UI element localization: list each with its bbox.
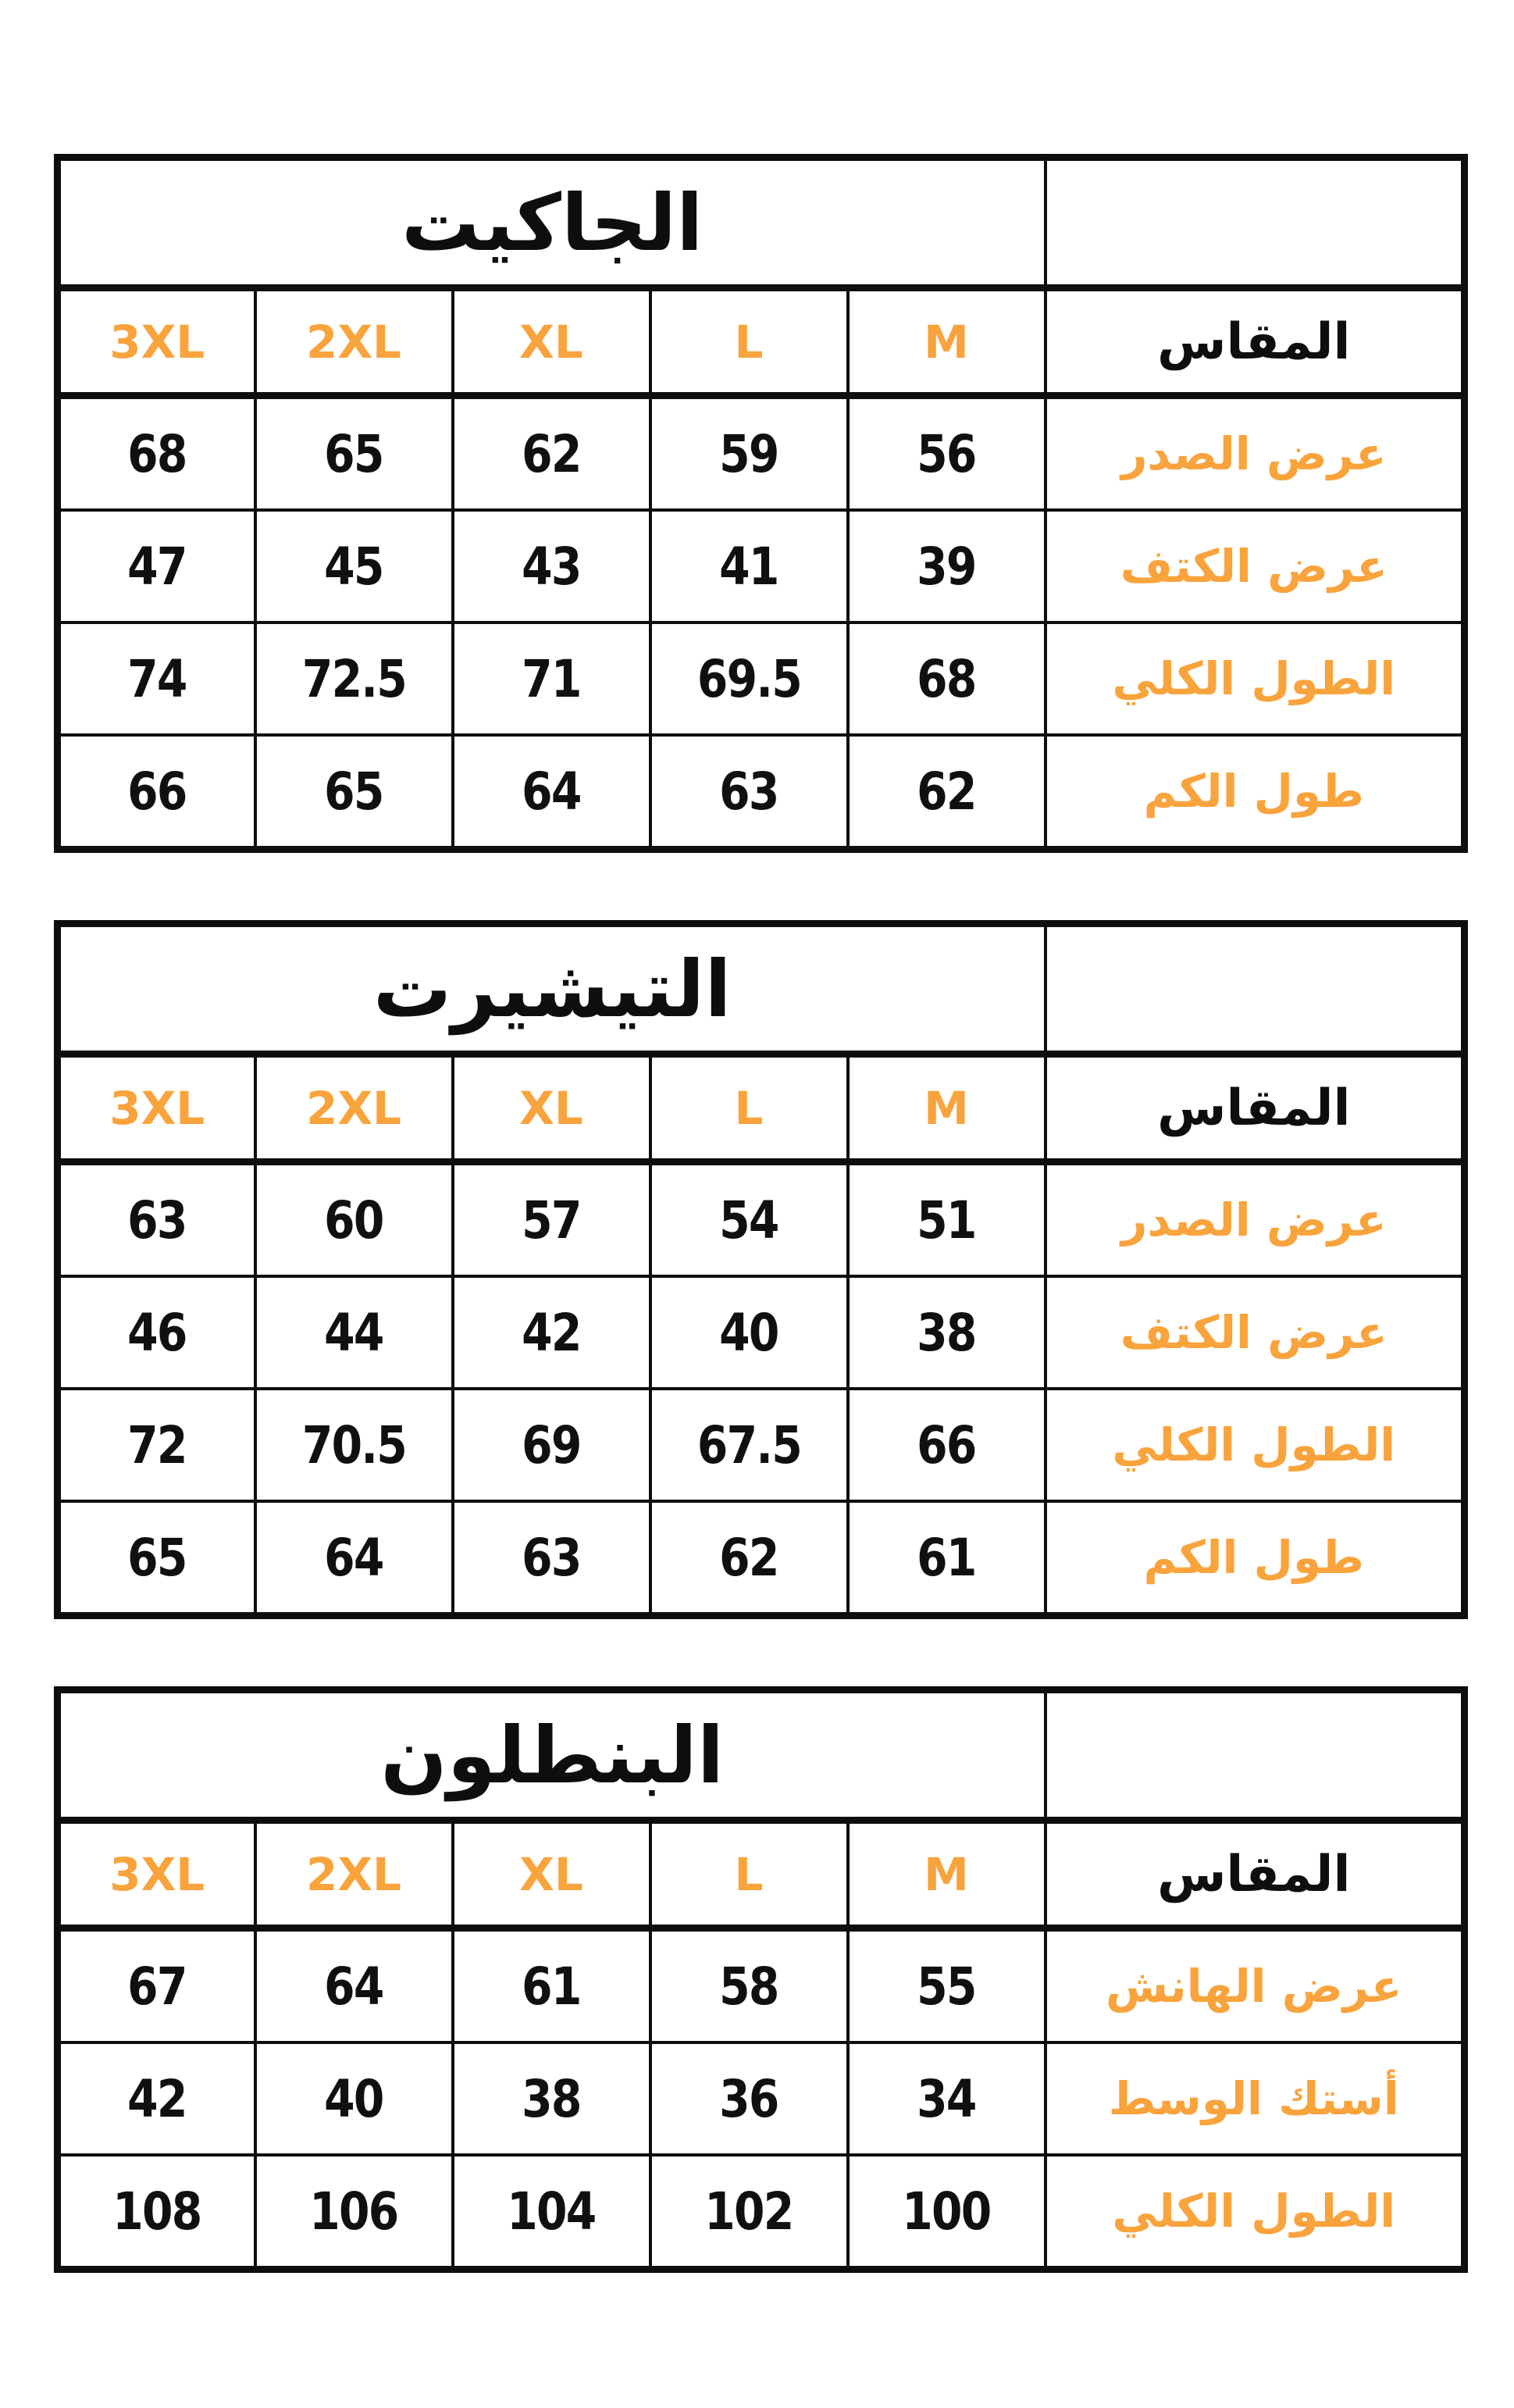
size-column-header-M: M (848, 1821, 1046, 1928)
value-text: 63 (522, 1527, 581, 1588)
value-text: 67 (127, 1956, 187, 2017)
value-text: 66 (917, 1414, 976, 1475)
value-cell (453, 396, 650, 511)
value-cell (650, 1162, 848, 1277)
value-cell (255, 1501, 453, 1616)
value-text: 62 (522, 423, 581, 484)
measurement-label: عرض الصدر (1046, 396, 1465, 511)
value-cell (58, 2042, 255, 2155)
value-text: 64 (324, 1527, 383, 1588)
size-column-header-XL: XL (453, 288, 650, 396)
title-empty-cell (1046, 924, 1465, 1054)
value-cell (453, 2155, 650, 2270)
measurement-label: أستك الوسط (1046, 2042, 1465, 2155)
size-table-0 (54, 154, 1468, 853)
value-text: 69.5 (696, 648, 801, 709)
value-text: 71 (522, 648, 581, 709)
value-text: 42 (522, 1302, 581, 1363)
size-tables-container (54, 154, 1514, 2273)
value-text: 108 (112, 2181, 201, 2242)
value-cell (848, 623, 1046, 735)
measurement-label: عرض الكتف (1046, 510, 1465, 623)
measurement-label: عرض الكتف (1046, 1276, 1465, 1389)
value-text: 72.5 (301, 648, 406, 709)
garment-title: البنطلون (58, 1690, 1046, 1821)
value-cell (453, 1928, 650, 2043)
size-column-header-2XL: 2XL (255, 1054, 453, 1162)
measure-column-header: المقاس (1046, 288, 1465, 396)
value-cell (58, 1162, 255, 1277)
value-cell (848, 510, 1046, 623)
value-text: 40 (324, 2068, 383, 2129)
value-text: 41 (719, 536, 778, 597)
measurement-row (58, 396, 1465, 511)
value-cell (255, 510, 453, 623)
table-title-row (58, 1690, 1465, 1821)
value-text: 42 (127, 2068, 187, 2129)
size-table-2 (54, 1686, 1468, 2273)
value-cell (453, 1162, 650, 1277)
measurement-label: عرض الصدر (1046, 1162, 1465, 1277)
value-cell (848, 396, 1046, 511)
value-text: 100 (902, 2181, 991, 2242)
measure-column-header: المقاس (1046, 1054, 1465, 1162)
value-cell (848, 1389, 1046, 1501)
size-column-header-XL: XL (453, 1821, 650, 1928)
value-text: 51 (917, 1190, 976, 1250)
value-cell (58, 1389, 255, 1501)
value-text: 36 (719, 2068, 778, 2129)
value-text: 55 (917, 1956, 976, 2017)
value-cell (848, 1501, 1046, 1616)
garment-title: الجاكيت (58, 158, 1046, 288)
value-cell (453, 1501, 650, 1616)
value-text: 106 (309, 2181, 398, 2242)
measurement-row (58, 1928, 1465, 2043)
value-text: 45 (324, 536, 383, 597)
value-text: 72 (127, 1414, 187, 1475)
value-cell (453, 623, 650, 735)
value-text: 56 (917, 423, 976, 484)
value-cell (848, 1276, 1046, 1389)
size-header-row (58, 1054, 1465, 1162)
value-text: 40 (719, 1302, 778, 1363)
table-title-row (58, 158, 1465, 288)
size-header-row (58, 288, 1465, 396)
size-column-header-L: L (650, 288, 848, 396)
value-text: 65 (324, 761, 383, 822)
value-cell (650, 1389, 848, 1501)
measurement-label: الطول الكلي (1046, 623, 1465, 735)
value-cell (58, 1928, 255, 2043)
measurement-label: عرض الهانش (1046, 1928, 1465, 2043)
measurement-label: طول الكم (1046, 1501, 1465, 1616)
measurement-row (58, 1162, 1465, 1277)
value-text: 61 (917, 1527, 976, 1588)
value-cell (255, 1928, 453, 2043)
value-cell (650, 1276, 848, 1389)
measurement-row (58, 1389, 1465, 1501)
value-text: 58 (719, 1956, 778, 2017)
value-text: 74 (127, 648, 187, 709)
value-cell (453, 2042, 650, 2155)
value-cell (58, 2155, 255, 2270)
size-column-header-3XL: 3XL (58, 288, 255, 396)
value-text: 61 (522, 1956, 581, 2017)
measurement-row (58, 2042, 1465, 2155)
value-cell (255, 396, 453, 511)
value-cell (650, 510, 848, 623)
value-text: 104 (507, 2181, 596, 2242)
value-cell (255, 2155, 453, 2270)
value-text: 69 (522, 1414, 581, 1475)
value-cell (848, 1162, 1046, 1277)
value-text: 70.5 (301, 1414, 406, 1475)
value-text: 64 (522, 761, 581, 822)
size-column-header-XL: XL (453, 1054, 650, 1162)
size-column-header-L: L (650, 1821, 848, 1928)
value-text: 63 (719, 761, 778, 822)
value-text: 34 (917, 2068, 976, 2129)
value-text: 39 (917, 536, 976, 597)
value-cell (650, 735, 848, 850)
measurement-row (58, 1276, 1465, 1389)
value-cell (453, 1389, 650, 1501)
size-column-header-M: M (848, 288, 1046, 396)
measurement-row (58, 510, 1465, 623)
size-column-header-3XL: 3XL (58, 1054, 255, 1162)
value-text: 38 (917, 1302, 976, 1363)
value-cell (58, 1276, 255, 1389)
value-cell (453, 735, 650, 850)
value-cell (58, 623, 255, 735)
measurement-row (58, 735, 1465, 850)
measure-column-header: المقاس (1046, 1821, 1465, 1928)
size-table-1 (54, 920, 1468, 1619)
value-text: 65 (127, 1527, 187, 1588)
value-cell (58, 510, 255, 623)
value-cell (255, 623, 453, 735)
value-text: 47 (127, 536, 187, 597)
value-cell (453, 1276, 650, 1389)
value-cell (650, 396, 848, 511)
value-text: 64 (324, 1956, 383, 2017)
value-text: 44 (324, 1302, 383, 1363)
garment-title: التيشيرت (58, 924, 1046, 1054)
value-text: 68 (127, 423, 187, 484)
value-text: 68 (917, 648, 976, 709)
value-cell (58, 396, 255, 511)
value-text: 63 (127, 1190, 187, 1250)
value-text: 65 (324, 423, 383, 484)
value-cell (848, 2155, 1046, 2270)
measurement-label: طول الكم (1046, 735, 1465, 850)
value-cell (255, 1276, 453, 1389)
value-cell (650, 1928, 848, 2043)
measurement-row (58, 623, 1465, 735)
value-cell (255, 735, 453, 850)
size-column-header-3XL: 3XL (58, 1821, 255, 1928)
value-cell (58, 735, 255, 850)
measurement-label: الطول الكلي (1046, 1389, 1465, 1501)
value-text: 62 (917, 761, 976, 822)
value-text: 57 (522, 1190, 581, 1250)
value-text: 59 (719, 423, 778, 484)
title-empty-cell (1046, 1690, 1465, 1821)
value-text: 67.5 (696, 1414, 801, 1475)
value-cell (255, 1162, 453, 1277)
value-text: 60 (324, 1190, 383, 1250)
value-text: 102 (704, 2181, 793, 2242)
value-text: 43 (522, 536, 581, 597)
measurement-label: الطول الكلي (1046, 2155, 1465, 2270)
value-text: 54 (719, 1190, 778, 1250)
value-cell (848, 2042, 1046, 2155)
title-empty-cell (1046, 158, 1465, 288)
value-cell (58, 1501, 255, 1616)
value-cell (650, 2042, 848, 2155)
value-cell (848, 1928, 1046, 2043)
value-cell (650, 2155, 848, 2270)
value-text: 62 (719, 1527, 778, 1588)
value-text: 38 (522, 2068, 581, 2129)
value-cell (650, 623, 848, 735)
value-cell (255, 2042, 453, 2155)
size-column-header-L: L (650, 1054, 848, 1162)
value-text: 66 (127, 761, 187, 822)
value-cell (255, 1389, 453, 1501)
measurement-row (58, 1501, 1465, 1616)
measurement-row (58, 2155, 1465, 2270)
size-column-header-2XL: 2XL (255, 1821, 453, 1928)
value-cell (650, 1501, 848, 1616)
table-title-row (58, 924, 1465, 1054)
size-column-header-2XL: 2XL (255, 288, 453, 396)
size-column-header-M: M (848, 1054, 1046, 1162)
size-header-row (58, 1821, 1465, 1928)
value-cell (453, 510, 650, 623)
value-cell (848, 735, 1046, 850)
value-text: 46 (127, 1302, 187, 1363)
